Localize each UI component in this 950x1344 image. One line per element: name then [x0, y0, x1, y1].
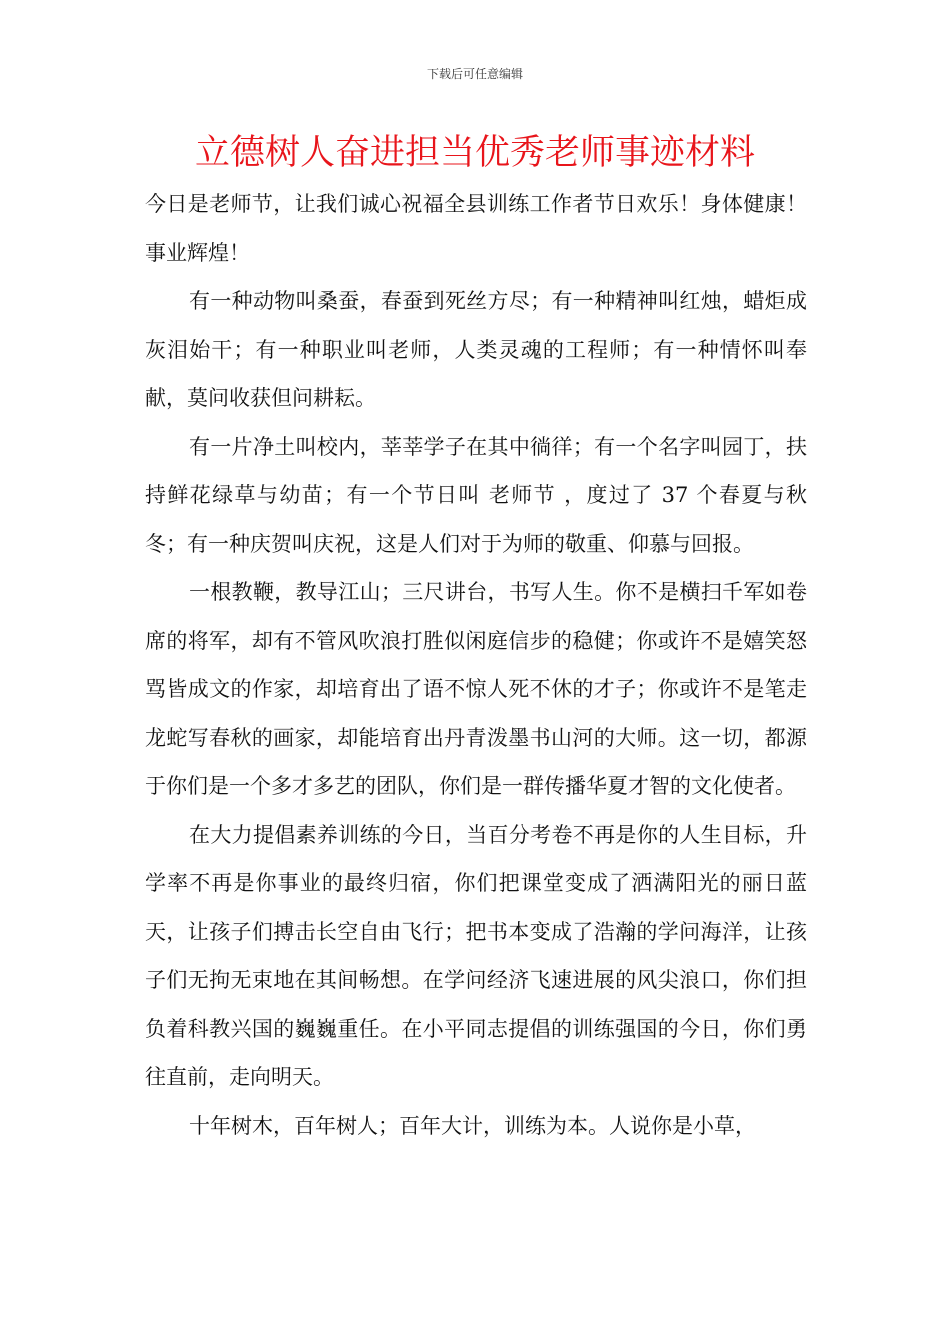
paragraph-ten-years: 十年树木，百年树人；百年大计，训练为本。人说你是小草，	[189, 1113, 756, 1138]
paragraph-teaching-rod: 一根教鞭，教导江山；三尺讲台，书写人生。你不是横扫千军如卷席的将军，却有不管风吹浪打胜似闲庭信步的稳健；你或许不是嬉笑怒骂皆成文的作家，却培育出了语不惊人死不休的才子；你或许不是笔走龙蛇写春秋的画家，却能培育出丹青泼墨书山河的大师。这一切，都源于你们是一个多才多艺的团队，你们是一群传播华夏才智的文化使者。	[145, 580, 807, 798]
paragraph-quality-education: 在大力提倡素养训练的今日，当百分考卷不再是你的人生目标，升学率不再是你事业的最终归宿，你们把课堂变成了洒满阳光的丽日蓝天，让孩子们搏击长空自由飞行；把书本变成了浩瀚的学问海洋，让孩子们无拘无束地在其间畅想。在学问经济飞速进展的风尖浪口，你们担负着科教兴国的巍巍重任。在小平同志提倡的训练强国的今日，你们勇往直前，走向明天。	[145, 822, 807, 1089]
paragraph-greeting: 今日是老师节，让我们诚心祝福全县训练工作者节日欢乐！身体健康！事业辉煌！	[145, 192, 807, 265]
document-body	[145, 180, 807, 1150]
paragraph-silkworm: 有一种动物叫桑蚕，春蚕到死丝方尽；有一种精神叫红烛，蜡炬成灰泪始干；有一种职业叫老师，人类灵魂的工程师；有一种情怀叫奉献，莫问收获但问耕耘。	[145, 289, 807, 410]
paragraph-campus: 有一片净土叫校内，莘莘学子在其中徜徉；有一个名字叫园丁，扶持鲜花绿草与幼苗；有一个节日叫 老师节 ，度过了 37 个春夏与秋冬；有一种庆贺叫庆祝，这是人们对于为师的敬重、仰慕与回报。	[145, 434, 807, 556]
document-title: 立德树人奋进担当优秀老师事迹材料	[194, 133, 755, 173]
page-header: 下载后可任意编辑	[426, 67, 523, 81]
